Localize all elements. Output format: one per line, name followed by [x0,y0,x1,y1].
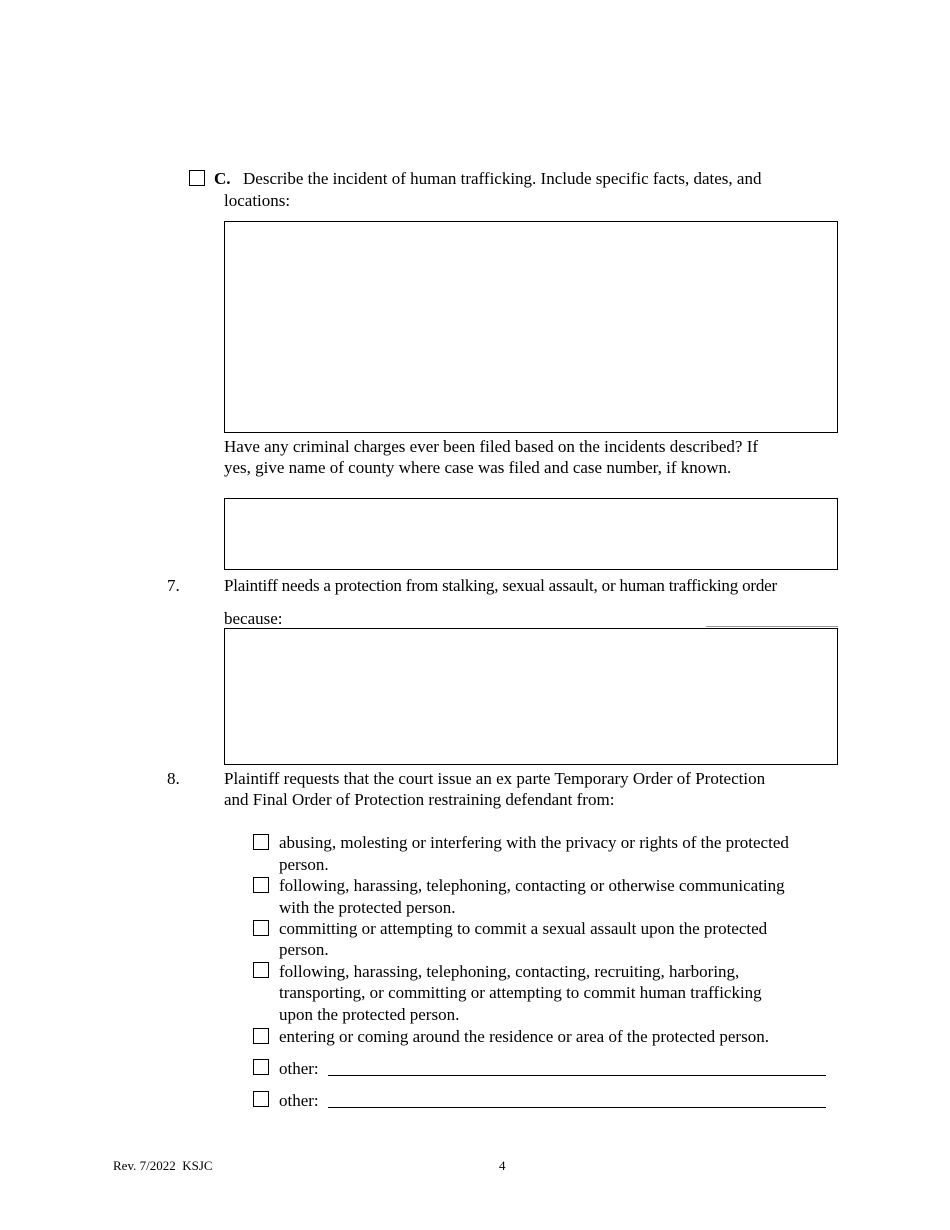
restraint-option-5-line1: entering or coming around the residence or area of the protected person. [279,1027,769,1046]
item-8-text-line1: Plaintiff requests that the court issue an ex parte Temporary Order of Protection [224,769,766,788]
restraint-option-2-line2: with the protected person. [279,898,456,917]
section-c-letter: C. [214,169,231,188]
restraint-option-4-line2: transporting, or committing or attempting to commit human trafficking [279,983,762,1002]
restraint-other-2-label: other: [279,1091,319,1110]
restraint-option-2-line1: following, harassing, telephoning, contacting or otherwise communicating [279,876,785,895]
item-7-number: 7. [167,576,180,595]
criminal-charges-question-line1: Have any criminal charges ever been filed based on the incidents described? If [224,437,759,456]
restraint-option-4-checkbox[interactable] [253,962,269,978]
restraint-option-1-checkbox[interactable] [253,834,269,850]
restraint-option-3-checkbox[interactable] [253,920,269,936]
section-c-prompt-line1: Describe the incident of human trafficking. Include specific facts, dates, and [243,169,762,188]
criminal-charges-question-line2: yes, give name of county where case was filed and case number, if known. [224,458,732,477]
restraint-option-3-line1: committing or attempting to commit a sexual assault upon the protected [279,919,768,938]
item-8-number: 8. [167,769,180,788]
section-c-checkbox[interactable] [189,170,205,186]
restraint-other-1-line[interactable] [328,1075,826,1076]
restraint-option-3-line2: person. [279,940,329,959]
restraint-option-1-line2: person. [279,855,329,874]
restraint-option-1-line1: abusing, molesting or interfering with the privacy or rights of the protected [279,833,789,852]
restraint-other-1-label: other: [279,1059,319,1078]
criminal-charges-field[interactable] [224,498,838,570]
restraint-option-4-line1: following, harassing, telephoning, contacting, recruiting, harboring, [279,962,740,981]
item-7-underline [706,626,838,627]
protection-reason-field[interactable] [224,628,838,765]
restraint-other-2-checkbox[interactable] [253,1091,269,1107]
item-7-text-line2: because: [224,609,283,628]
restraint-option-5-checkbox[interactable] [253,1028,269,1044]
restraint-option-4-line3: upon the protected person. [279,1005,460,1024]
restraint-other-1-checkbox[interactable] [253,1059,269,1075]
footer-revision: Rev. 7/2022 KSJC [113,1158,213,1173]
section-c-prompt-line2: locations: [224,191,291,210]
incident-description-field[interactable] [224,221,838,433]
item-8-text-line2: and Final Order of Protection restraining defendant from: [224,790,615,809]
restraint-option-2-checkbox[interactable] [253,877,269,893]
item-7-text-line1: Plaintiff needs a protection from stalking, sexual assault, or human trafficking order [224,576,777,595]
page-number: 4 [499,1158,506,1173]
restraint-other-2-line[interactable] [328,1107,826,1108]
